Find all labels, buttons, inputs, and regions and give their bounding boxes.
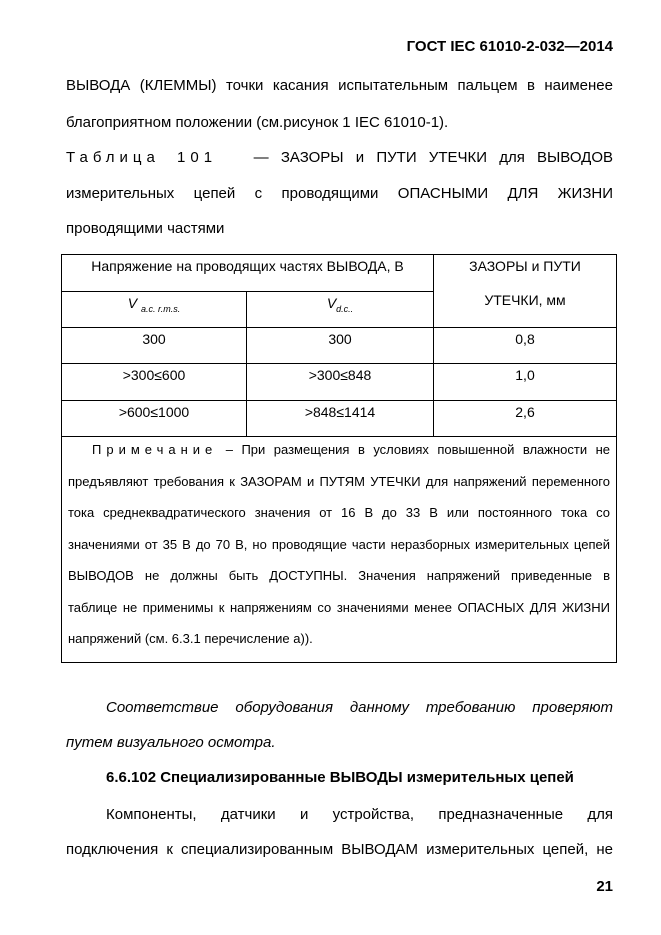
clearance-table: [61, 254, 617, 663]
v-symbol: V: [127, 295, 138, 311]
ac-subscript: a.c. r.m.s.: [141, 303, 181, 314]
cell-mm: 0,8: [434, 328, 617, 364]
table-caption-line2: измерительных цепей с проводящими ОПАСНЫМИ ДЛЯ ЖИЗНИ: [66, 185, 613, 202]
header-clearance-line2: УТЕЧКИ, мм: [484, 292, 566, 308]
header-voltage: Напряжение на проводящих частях ВЫВОДА, В: [62, 255, 434, 292]
compliance-line: Соответствие оборудования данному требованию проверяют: [106, 699, 613, 716]
cell-ac: >300≤600: [62, 364, 247, 401]
note-line: таблице не применимы к напряжениям со значениями менее ОПАСНЫХ ДЛЯ ЖИЗНИ: [68, 599, 610, 615]
cell-ac: 300: [62, 328, 247, 364]
page-number: 21: [596, 878, 613, 895]
table-row: [62, 328, 617, 364]
header-dc: [247, 292, 434, 328]
section-title: 6.6.102 Специализированные ВЫВОДЫ измерительных цепей: [106, 769, 574, 786]
header-clearance-line1: ЗАЗОРЫ и ПУТИ: [469, 258, 581, 274]
table-note: [62, 437, 617, 663]
cell-mm: 2,6: [434, 401, 617, 437]
note-line: [68, 441, 610, 473]
header-ac: [62, 292, 247, 328]
note-line: значениями от 35 В до 70 В, но проводящие части неразборных измерительных цепей: [68, 536, 610, 552]
table-caption-line1: [66, 149, 613, 166]
note-line: предъявляют требования к ЗАЗОРАМ и ПУТЯМ УТЕЧКИ для напряжений переменного: [68, 473, 610, 489]
cell-mm: 1,0: [434, 364, 617, 401]
cell-dc: 300: [247, 328, 434, 364]
table-row: [62, 364, 617, 401]
section-text-line: подключения к специализированным ВЫВОДАМ измерительных цепей, не: [66, 841, 613, 858]
note-label: Примечание: [92, 442, 218, 457]
table-row: [62, 401, 617, 437]
note-line: тока среднеквадратического значения от 16 В до 33 В или постоянного тока со: [68, 505, 610, 520]
note-line: напряжений (см. 6.3.1 перечисление а)).: [68, 631, 313, 646]
paragraph-line: благоприятном положении (см.рисунок 1 IEC 61010-1).: [66, 114, 449, 131]
dc-subscript: d.c..: [336, 303, 354, 314]
cell-dc: >300≤848: [247, 364, 434, 401]
table-caption-prefix: Таблица 101: [66, 149, 218, 166]
header-clearance: [434, 255, 617, 328]
paragraph-line: ВЫВОДА (КЛЕММЫ) точки касания испытательным пальцем в наименее: [66, 77, 613, 94]
document-header: ГОСТ IEC 61010-2-032—2014: [406, 38, 613, 55]
table-caption-title: — ЗАЗОРЫ и ПУТИ УТЕЧКИ для ВЫВОДОВ: [253, 149, 613, 166]
compliance-line: путем визуального осмотра.: [66, 734, 276, 751]
note-text: – При размещения в условиях повышенной влажности не: [225, 442, 610, 457]
section-text-line: Компоненты, датчики и устройства, предназначенные для: [106, 806, 613, 823]
note-line: ВЫВОДОВ не должны быть ДОСТУПНЫ. Значения напряжений приведенные в: [68, 568, 610, 583]
v-symbol: V: [326, 295, 337, 311]
cell-ac: >600≤1000: [62, 401, 247, 437]
table-caption-line3: проводящими частями: [66, 220, 225, 237]
cell-dc: >848≤1414: [247, 401, 434, 437]
